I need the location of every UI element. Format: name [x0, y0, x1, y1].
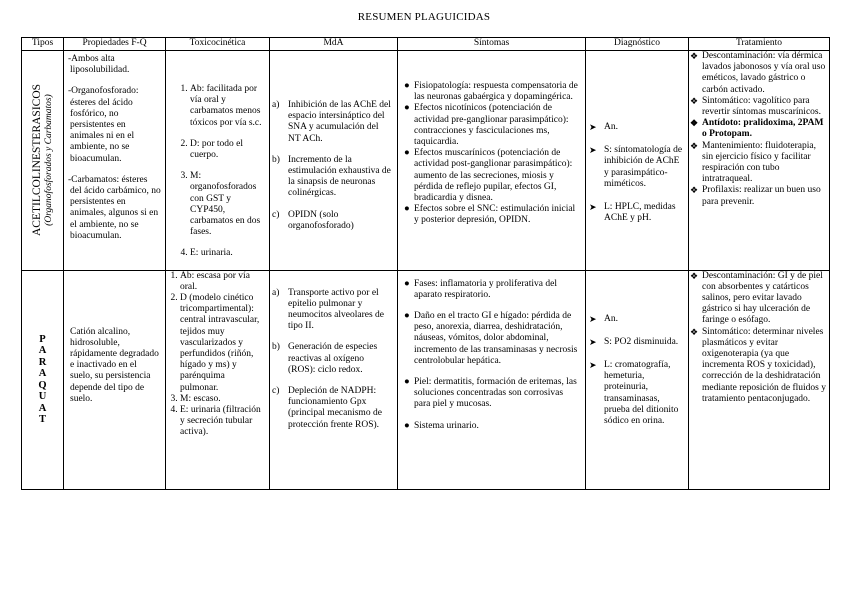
list-item	[404, 148, 581, 204]
propiedades-cell	[64, 270, 166, 489]
list-text: Descontaminación: vía dérmica lavados jabonosos y vía oral uso eméticos, lavado gástrico o carbón activado.	[702, 51, 826, 95]
list-item	[272, 154, 393, 200]
page-title: RESUMEN PLAGUICIDAS	[357, 11, 491, 23]
list-item	[690, 185, 826, 207]
list-item: 4. E: urinaria (filtración y secreción tubular activa).	[180, 405, 265, 439]
four-diamond-icon: ❖	[690, 326, 699, 337]
toxicocinetica-list	[166, 271, 269, 439]
arrowhead-icon: ➤	[589, 336, 597, 347]
arrowhead-icon: ➤	[589, 202, 597, 213]
list-text: Piel: dermatitis, formación de eritemas, las soluciones concentradas son corrosivas para piel y mucosas.	[414, 377, 577, 410]
list-text: Inhibición de las AChE del espacio intersináptico del SNA y acumulación del NT ACh.	[288, 100, 391, 144]
list-text: S: PO2 disminuida.	[604, 336, 679, 347]
tipo-letter: A	[38, 402, 47, 414]
header-tratamiento: Tratamiento	[689, 38, 830, 51]
mda-cell	[270, 51, 398, 271]
sintomas-cell	[398, 51, 586, 271]
list-item: 3. M: escaso.	[180, 394, 265, 405]
tipo-letter: P	[39, 333, 46, 345]
header-propiedades: Propiedades F-Q	[64, 38, 166, 51]
list-letter: a)	[272, 100, 280, 110]
list-item	[690, 51, 826, 96]
list-text: Fases: inflamatoria y proliferativa del aparato respiratorio.	[414, 278, 557, 300]
list-letter: b)	[272, 342, 280, 353]
list-item	[404, 81, 581, 103]
list-item	[589, 122, 684, 133]
list-item: 2. D: por todo el cuerpo.	[190, 139, 265, 161]
arrowhead-icon: ➤	[589, 122, 597, 132]
list-item: 4. E: urinaria.	[190, 248, 265, 259]
tipo-main-label: ACETILCOLINESTERASICOS	[30, 84, 43, 237]
list-item-antidote	[690, 118, 826, 140]
list-letter: c)	[272, 386, 280, 397]
list-text: Mantenimiento: fluidoterapia, sin ejercicio físico y facilitar respiración con tubo intratraqueal.	[702, 140, 816, 185]
bullet-dot-icon: ●	[404, 204, 410, 215]
tipo-cell-paraquat	[22, 270, 64, 489]
list-item: -Carbamatos: ésteres del ácido carbámico, no persistentes en animales, algunos si en el ambiente, no se bioacumulan.	[68, 174, 161, 241]
list-text: Efectos muscarínicos (potenciación de actividad post-ganglionar parasimpático): aumento de las secreciones, miosis y pérdida de reflejo pupilar, efectos GI, bradicardia y disnea.	[414, 148, 573, 204]
tratamiento-cell	[689, 270, 830, 489]
tipo-letter: A	[38, 368, 47, 380]
header-sintomas: Síntomas	[398, 38, 586, 51]
list-item	[404, 311, 581, 367]
header-tipos: Tipos	[22, 38, 64, 51]
four-diamond-icon: ❖	[690, 185, 699, 196]
sintomas-list	[398, 279, 585, 432]
list-item	[404, 377, 581, 411]
four-diamond-icon: ❖	[690, 95, 699, 106]
list-text: Profilaxis: realizar un buen uso para prevenir.	[702, 185, 821, 207]
list-item	[404, 278, 581, 301]
list-item	[272, 100, 393, 145]
tipo-letter: A	[38, 345, 47, 357]
list-item	[404, 204, 581, 226]
sintomas-list	[398, 81, 585, 227]
list-item	[272, 342, 393, 376]
pesticide-summary-table	[21, 37, 830, 490]
diagnostico-list	[586, 122, 688, 224]
four-diamond-icon: ❖	[690, 118, 699, 129]
tipo-letter: Q	[38, 379, 47, 391]
tipo-letter: T	[38, 414, 46, 426]
propiedades-cell	[64, 51, 166, 271]
list-text: Depleción de NADPH: funcionamiento Gpx (principal mecanismo de protección frente ROS).	[288, 386, 382, 430]
table-row-paraquat	[22, 270, 830, 489]
list-item	[589, 202, 684, 224]
toxicocinetica-cell	[166, 270, 270, 489]
tipo-cell-acetilcolinesterasicos	[22, 51, 64, 271]
list-text: An.	[604, 122, 618, 132]
list-item	[690, 326, 826, 405]
propiedades-text: Catión alcalino, hidrosoluble, rápidamente degradado e inactivado en el suelo, su persistencia depende del tipo de suelo.	[70, 326, 159, 404]
four-diamond-icon: ❖	[690, 51, 699, 61]
list-text: L: cromatografía, hemeturia, proteinuria, transaminasas, prueba del ditionito sódico en orina.	[604, 360, 679, 427]
list-text: Efectos nicotínicos (potenciación de actividad pre-ganglionar parasimpático): contracciones y fasciculaciones ms, taquicardia.	[414, 103, 569, 148]
tratamiento-list	[689, 51, 829, 208]
header-diagnostico: Diagnóstico	[586, 38, 689, 51]
list-item: 1. Ab: facilitada por vía oral y carbamatos menos tóxicos por vía s.c.	[190, 84, 265, 129]
mda-list	[270, 288, 397, 431]
list-item	[272, 386, 393, 431]
list-text: OPIDN (solo organofosforado)	[288, 209, 354, 231]
header-toxicocinetica: Toxicocinética	[166, 38, 270, 51]
mda-cell	[270, 270, 398, 489]
list-item	[589, 145, 684, 190]
header-row	[22, 38, 830, 51]
list-text: Sistema urinario.	[414, 420, 479, 431]
list-item	[404, 420, 581, 432]
tipo-vertical-letters	[38, 334, 46, 426]
four-diamond-icon: ❖	[690, 140, 699, 151]
bullet-dot-icon: ●	[404, 148, 410, 159]
bullet-dot-icon: ●	[404, 377, 410, 388]
list-text: An.	[604, 313, 618, 324]
list-item	[690, 270, 826, 327]
tipo-rotated-label	[31, 84, 55, 236]
tipo-letter: R	[38, 356, 47, 368]
list-item: 3. M: organofosforados con GST y CYP450, carbamatos en dos fases.	[190, 171, 265, 238]
list-text: Incremento de la estimulación exhaustiva de la sinapsis de neuronas colinérgicas.	[288, 154, 391, 199]
four-diamond-icon: ❖	[690, 270, 699, 281]
diagnostico-cell	[586, 270, 689, 489]
list-item: 1. Ab: escasa por vía oral.	[180, 271, 265, 293]
list-letter: c)	[272, 209, 280, 220]
tratamiento-list	[689, 271, 829, 405]
arrowhead-icon: ➤	[589, 360, 597, 371]
propiedades-list	[64, 54, 165, 242]
list-text: Descontaminación: GI y de piel con absorbentes y catárticos salinos, pero evitar lavado gástrico si hay ulceración de faringe o esófago.	[702, 270, 823, 326]
bullet-dot-icon: ●	[404, 103, 410, 114]
list-item	[272, 209, 393, 232]
list-item	[404, 103, 581, 148]
list-text: Sintomático: vagolítico para revertir síntomas muscarínicos.	[702, 95, 821, 118]
mda-list	[270, 100, 397, 232]
arrowhead-icon: ➤	[589, 145, 597, 156]
diagnostico-cell	[586, 51, 689, 271]
diagnostico-list	[586, 314, 688, 428]
tratamiento-cell	[689, 51, 830, 271]
arrowhead-icon: ➤	[589, 313, 597, 324]
list-text: Daño en el tracto GI e hígado: pérdida de peso, anorexia, diarrea, deshidratación, náuseas, vómitos, dolor abdominal, incremento de las transaminasas y necrosis centrolobular hepática.	[414, 311, 578, 366]
list-item: -Ambos alta liposolubilidad.	[68, 54, 130, 76]
list-text: S: síntomatología de inhibición de AChE y parasimpático-miméticos.	[604, 145, 683, 189]
list-text: Efectos sobre el SNC: estimulación inicial y posterior depresión, OPIDN.	[414, 204, 576, 226]
list-text: Transporte activo por el epitelio pulmonar y neumocitos alveolares de tipo II.	[288, 287, 385, 332]
list-item	[690, 140, 826, 186]
table-row-acetilcolinesterasicos	[22, 51, 830, 271]
list-item	[589, 360, 684, 427]
bullet-dot-icon: ●	[404, 311, 410, 322]
list-text: L: HPLC, medidas AChE y pH.	[604, 202, 676, 224]
sintomas-cell	[398, 270, 586, 489]
header-mda: MdA	[270, 38, 398, 51]
bullet-dot-icon: ●	[404, 81, 410, 91]
list-item	[690, 95, 826, 118]
list-text: Antídoto: pralidoxima, 2PAM o Protopam.	[702, 118, 824, 140]
list-letter: b)	[272, 154, 280, 165]
list-item	[589, 336, 684, 348]
list-letter: a)	[272, 287, 280, 298]
list-item	[272, 287, 393, 333]
toxicocinetica-list	[166, 84, 269, 260]
toxicocinetica-cell	[166, 51, 270, 271]
list-item: -Organofosforado: ésteres del ácido fosfórico, no persistentes en animales ni en el ambiente, no se bioacumulan.	[68, 86, 139, 164]
tipo-letter: U	[38, 391, 47, 403]
bullet-dot-icon: ●	[404, 420, 410, 431]
list-text: Sintomático: determinar niveles plasmáticos y evitar oxigenoterapia (ya que incrementa ROS y toxicidad), corrección de la deshidratación mediante reposición de fluidos y tratamiento pentaconjugado.	[702, 326, 826, 404]
list-item: 2. D (modelo cinético tricompartimental): central intravascular, tejidos muy vascularizados y perfundidos (riñón, hígado y ms) y parénquima pulmonar.	[180, 293, 265, 394]
list-text: Generación de especies reactivas al oxígeno (ROS): ciclo redox.	[288, 342, 378, 375]
tipo-sub-label: (Organofosforados y Carbamatos)	[43, 94, 54, 227]
list-item	[589, 313, 684, 325]
bullet-dot-icon: ●	[404, 278, 410, 289]
list-text: Fisiopatología: respuesta compensatoria de las neuronas gabaérgica y dopamingérica.	[414, 81, 578, 103]
